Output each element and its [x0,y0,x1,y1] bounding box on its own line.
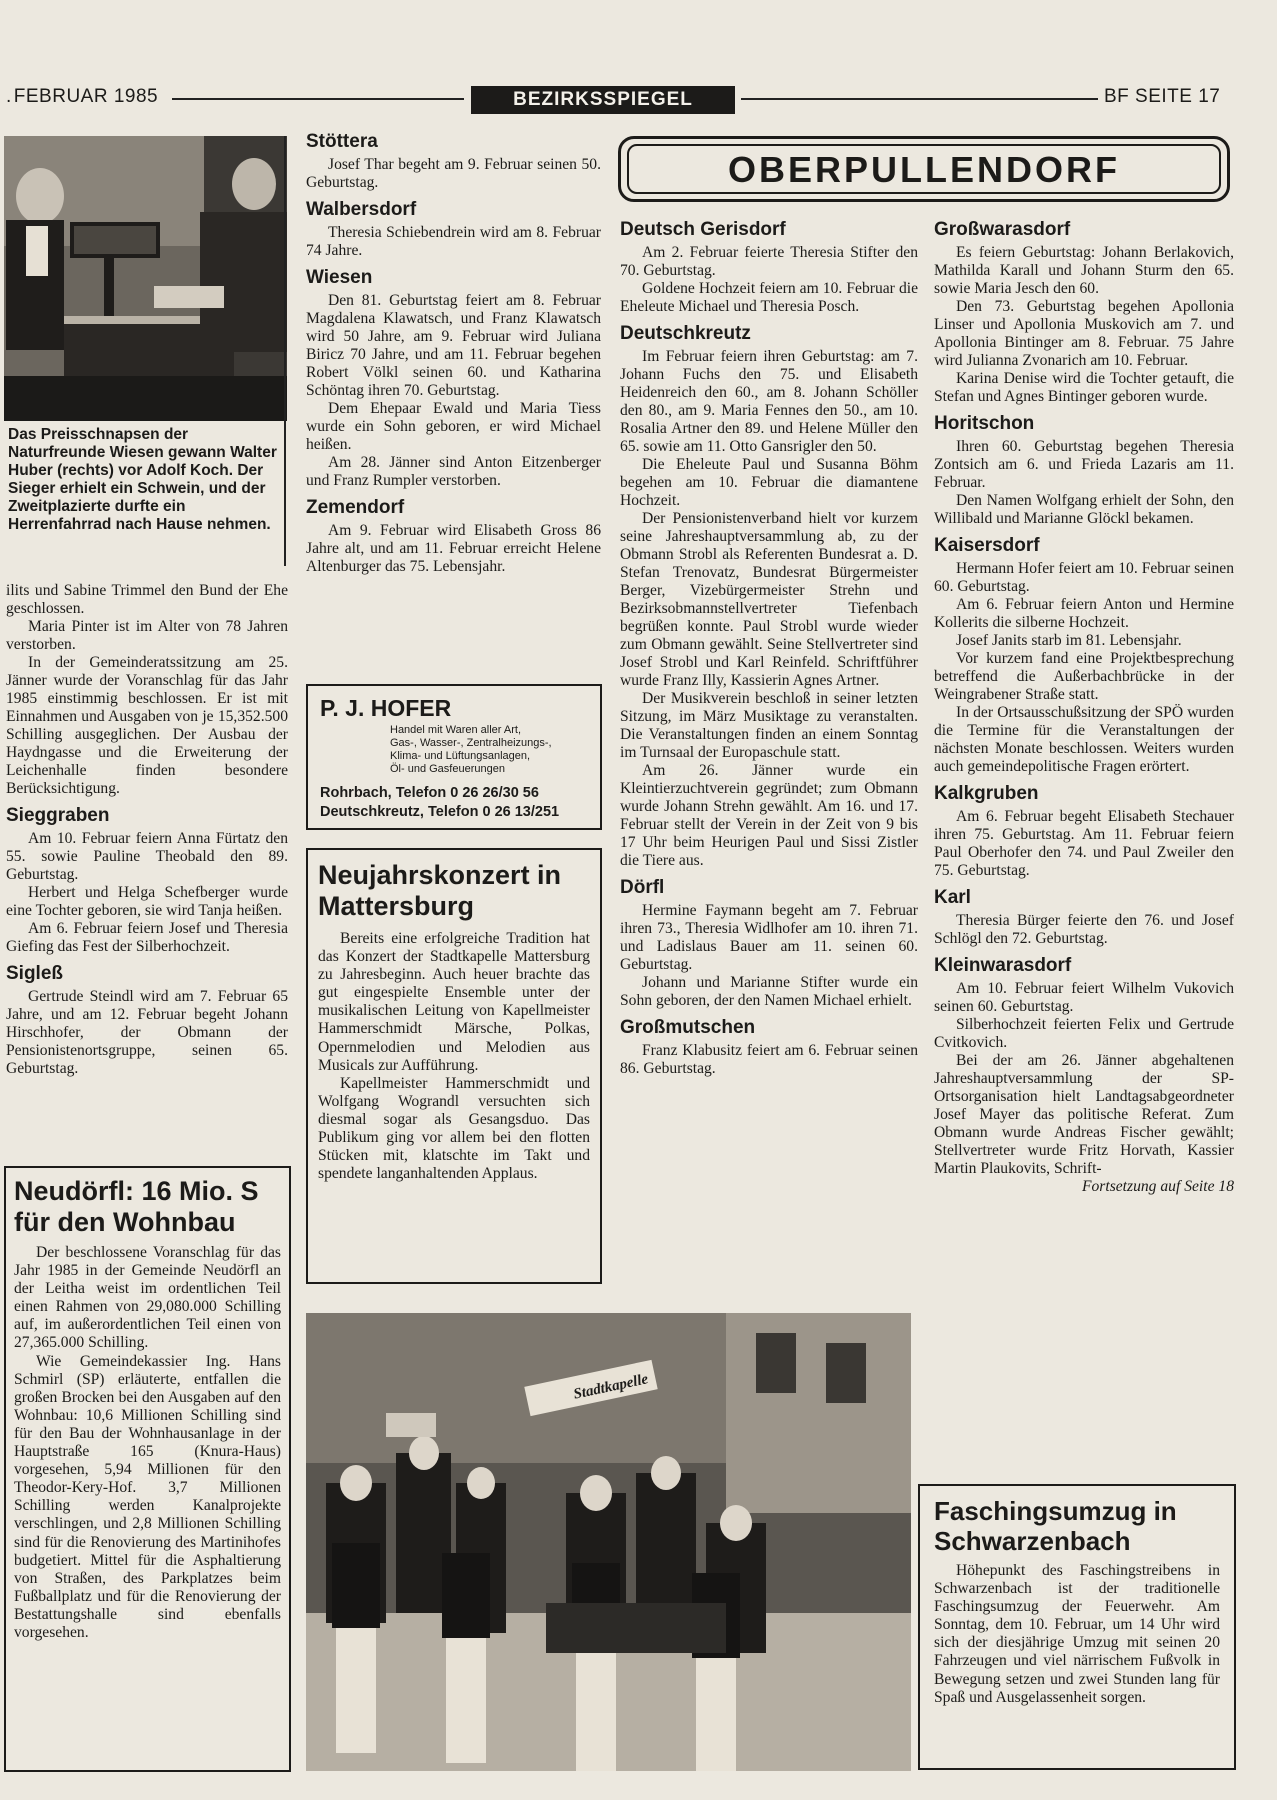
col4-p2: Den 73. Geburtstag begehen Apollonia Linser und Apollonia Muskovich am 7. und Apollonia Bintinger am 8. Februar. 75 Jahre wird Julianna Zvonarich am 10. Februar. [934,298,1234,369]
heading-kalkgruben: Kalkgruben [934,783,1039,804]
neujahr-text [318,930,590,1183]
column-1 [6,582,288,1078]
col4-p3: Karina Denise wird die Tochter getauft, die Stefan und Agnes Bintinger geboren wurde. [934,370,1234,405]
ad-line4: Öl- und Gasfeuerungen [390,763,505,775]
neujahr-p1: Bereits eine erfolgreiche Tradition hat das Konzert der Stadtkapelle Mattersburg zu Jahresbeginn. Auch heuer brachte das gut eingespielte Ensemble unter der musikalischen Leitung von Kapellmeister Hammerschmidt Märsche, Polkas, Opernmelodien und Melodien aus Musicals zur Aufführung. [318,930,590,1074]
col3-p10: Franz Klabusitz feiert am 6. Februar seinen 86. Geburtstag. [620,1042,918,1077]
region-banner-text: OBERPULLENDORF [627,144,1221,194]
neujahr-box [306,848,602,1284]
col2-p2: Theresia Schiebendrein wird am 8. Februar 74 Jahre. [306,224,601,259]
col3-p2: Goldene Hochzeit feiern am 10. Februar die Eheleute Michael und Theresia Posch. [620,280,918,315]
col4-p11: Am 6. Februar begeht Elisabeth Stechauer ihren 75. Geburtstag. Am 11. Februar feiern Paul Oberhofer den 74. und Paul Zweiler den 75. Geburtstag. [934,808,1234,879]
col1-p1: ilits und Sabine Trimmel den Bund der Ehe geschlossen. [6,582,288,617]
heading-deutschkreutz: Deutschkreutz [620,323,751,344]
heading-kaisersdorf: Kaisersdorf [934,535,1040,556]
col3-p5: Der Pensionistenverband hielt vor kurzem seine Jahreshauptversammlung ab, zu der Obmann Strobl als Referenten Bundesrat a. D. Stefan Trenovatz, Bundesrat Bürgermeister Berger, Vizebürgermeister Strehn und Bezirksobmannstellvertreter Tiefenbach begrüßen konnte. Paul Strobl wurde wieder zum Obmann gewählt. Seine Stellvertreter sind Josef Strobl und Karl Reinfeld. Schriftführer wurde Franz Illy, Kassierin Agnes Artner. [620,510,918,689]
ad-phone2: Deutschkreutz, Telefon 0 26 13/251 [320,804,560,820]
ad-description [390,724,588,776]
fasching-title: Faschingsumzug in Schwarzenbach [934,1496,1177,1556]
ad-line1: Handel mit Waren aller Art, [390,724,522,736]
col4-p8: Josef Janits starb im 81. Lebensjahr. [956,632,1182,649]
section-title: BEZIRKSSPIEGEL [471,86,735,114]
photo-preisschnapsen [4,136,287,421]
ad-line3: Klima- und Lüftungsanlagen, [390,750,531,762]
col1-p3: In der Gemeinderatssitzung am 25. Jänner wurde der Voranschlag für das Jahr 1985 einstimmig beschlossen. Er ist mit Einnahmen und Ausgaben von je 15,352.500 Schilling ausgeglichen. Der Ausbau der Haydngasse und die Erweiterung der Leichenhalle finden besondere Berücksichtigung. [6,654,288,797]
neudoerfl-box [4,1166,291,1772]
col4-p14: Silberhochzeit feierten Felix und Gertrude Cvitkovich. [934,1016,1234,1051]
header-rule-right [741,98,1098,100]
parade-banner-text: Stadtkapelle [572,1371,650,1403]
region-banner [618,136,1230,202]
ad-name: P. J. HOFER [320,695,452,721]
header-rule-left [172,98,464,100]
col1-p6: Am 6. Februar feiern Josef und Theresia Giefing das Fest der Silberhochzeit. [6,920,288,955]
heading-zemendorf: Zemendorf [306,497,405,518]
ad-phone1: Rohrbach, Telefon 0 26 26/30 56 [320,785,539,801]
photo1-caption: Das Preisschnapsen der Naturfreunde Wiesen gewann Walter Huber (rechts) vor Adolf Koch. Der Sieger erhielt ein Schwein, und der Zweitplazierte durfte ein Herrenfahrrad nach Hause nehmen. [8,426,277,533]
col2-p4: Dem Ehepaar Ewald und Maria Tiess wurde ein Sohn geboren, er wird Michael heißen. [306,400,601,453]
col4-p6: Hermann Hofer feiert am 10. Februar seinen 60. Geburtstag. [934,560,1234,595]
neujahr-p2: Kapellmeister Hammerschmidt und Wolfgang Wograndl versuchten sich diesmal sogar als Gesangsduo. Das Publikum ging vor allem bei den flotten Stücken mit, klatschte im Takt und spendete langanhaltenden Applaus. [318,1074,590,1183]
col1-p5: Herbert und Helga Schefberger wurde eine Tochter geboren, sie wird Tanja heißen. [6,884,288,919]
col3-p6: Der Musikverein beschloß in seiner letzten Sitzung, im März Musiktage zu veranstalten. Die Veranstaltungen finden an einem Sonntag im Turnsaal der Europaschule statt. [620,690,918,761]
heading-wiesen: Wiesen [306,267,373,288]
caption-rule [284,136,286,566]
col3-p8: Hermine Faymann begeht am 7. Februar ihren 73., Theresia Widlhofer am 10. ihren 71. und Ladislaus Bauer am 11. seinen 60. Geburtstag. [620,902,918,973]
header-page: BF SEITE 17 [1104,86,1221,107]
heading-grossmutschen: Großmutschen [620,1017,756,1038]
heading-doerfl: Dörfl [620,877,665,898]
fasching-box [918,1484,1236,1770]
heading-siegless: Sigleß [6,963,64,984]
heading-grosswarasdorf: Großwarasdorf [934,219,1071,240]
col4-p5: Den Namen Wolfgang erhielt der Sohn, den Willibald und Marianne Glöckl bekamen. [934,492,1234,527]
col1-p2: Maria Pinter ist im Alter von 78 Jahren verstorben. [6,618,288,653]
fasching-text [934,1562,1220,1707]
neudoerfl-p2: Wie Gemeindekassier Ing. Hans Schmirl (SP) erläuterte, entfallen die großen Brocken bei den Ausgaben auf den Wohnbau: 10,6 Millionen Schilling sind für den Bau der Wohnhausanlage in der Hauptstraße 165 (Knura-Haus) vorgesehen, 5,94 Millionen für den Theodor-Kery-Hof. 3,7 Millionen Schilling werden Kanalprojekte verschlingen, und 2,8 Millionen Schilling sind für die Renovierung des Martinihofes budgetiert. Mittel für die Asphaltierung von Straßen, des Parkplatzes beim Fußballplatz und für die Renovierung der Bestattungshalle sind ebenfalls vorgesehen. [14,1352,281,1641]
continuation-note: Fortsetzung auf Seite 18 [1081,1178,1234,1195]
column-3 [620,218,918,1078]
photo-parade [306,1313,911,1771]
column-4 [934,218,1234,1196]
col4-p15: Bei der am 26. Jänner abgehaltenen Jahreshauptversammlung der SP-Ortsorganisation hielt Landtagsabgeordneter Josef Mayer das politische Referat. Zum Obmann wurde Andreas Fischer gewählt; Stellvertreter wurde Fritz Horvath, Kassier Martin Plaukovits, Schrift- [934,1052,1234,1177]
col4-p13: Am 10. Februar feiert Wilhelm Vukovich seinen 60. Geburtstag. [934,980,1234,1015]
neujahr-title: Neujahrskonzert in Mattersburg [318,860,562,921]
col3-p3: Im Februar feiern ihren Geburtstag: am 7. Johann Fuchs den 75. und Elisabeth Heidenreich den 60., am 8. Johann Schöller den 80., am 9. Maria Fennes den 50., am 10. Rosalia Artner den 89. und Helene Müller den 65. sowie am 11. Otto Gansrigler den 50. [620,348,918,455]
neudoerfl-p1: Der beschlossene Voranschlag für das Jahr 1985 in der Gemeinde Neudörfl an der Leitha weist im ordentlichen Teil einen Rahmen von 29,080.000 Schilling auf, im außerordentlichen Teil einen von 27,365.000 Schilling. [14,1244,281,1352]
col4-p7: Am 6. Februar feiern Anton und Hermine Kollerits die silberne Hochzeit. [934,596,1234,631]
column-2 [306,130,601,576]
header-date: . FEBRUAR 1985 [6,86,159,107]
col3-p7: Am 26. Jänner wurde ein Kleintierzuchtverein gegründet; zum Obmann wurde Johann Strehn gewählt. Am 16. und 17. Februar stellt der Verein in der Zeit von 9 bis 17 Uhr beim Heurigen Paul und Sissi Zistler die Tiere aus. [620,762,918,869]
neudoerfl-title: Neudörfl: 16 Mio. S für den Wohnbau [14,1176,259,1237]
heading-deutsch-gerisdorf: Deutsch Gerisdorf [620,219,786,240]
col2-p6: Am 9. Februar wird Elisabeth Gross 86 Jahre alt, und am 11. Februar erreicht Helene Altenburger das 75. Lebensjahr. [306,522,601,575]
heading-sieggraben: Sieggraben [6,805,110,826]
col4-p12: Theresia Bürger feierte den 76. und Josef Schlögl den 72. Geburtstag. [934,912,1234,947]
col3-p4: Die Eheleute Paul und Susanna Böhm begehen am 10. Februar die diamantene Hochzeit. [620,456,918,509]
fasching-p1: Höhepunkt des Faschingstreibens in Schwarzenbach ist der traditionelle Faschingsumzug der Feuerwehr. Am Sonntag, dem 10. Februar, um 14 Uhr wird sich der diesjährige Umzug mit seinen 20 Fahrzeugen und viel närrischem Fußvolk in Bewegung setzen und zwei Stunden lang für Spaß und Ausgelassenheit sorgen. [934,1562,1220,1706]
heading-kleinwarasdorf: Kleinwarasdorf [934,955,1072,976]
col4-p10: In der Ortsausschußsitzung der SPÖ wurden die Termine für die Veranstaltungen der nächsten Monate beschlossen. Weiters wurden auch gemeindepolitische Fragen erörtert. [934,704,1234,775]
col4-p4: Ihren 60. Geburtstag begehen Theresia Zontsich am 6. und Frieda Lazaris am 11. Februar. [934,438,1234,491]
neudoerfl-text [14,1244,281,1642]
col1-p7: Gertrude Steindl wird am 7. Februar 65 Jahre, und am 12. Februar begeht Johann Hirschhofer, der Obmann der Pensionistenortsgruppe, seinen 65. Geburtstag. [6,988,288,1077]
heading-walbersdorf: Walbersdorf [306,199,417,220]
col3-p1: Am 2. Februar feierte Theresia Stifter den 70. Geburtstag. [620,244,918,279]
heading-horitschon: Horitschon [934,413,1035,434]
col3-p9: Johann und Marianne Stifter wurde ein Sohn geboren, der den Namen Michael erhielt. [620,974,918,1009]
col1-p4: Am 10. Februar feiern Anna Fürtatz den 55. sowie Pauline Theobald den 89. Geburtstag. [6,830,288,883]
col2-p5: Am 28. Jänner sind Anton Eitzenberger und Franz Rumpler verstorben. [306,454,601,489]
col2-p1: Josef Thar begeht am 9. Februar seinen 50. Geburtstag. [306,156,601,191]
ad-phones [320,784,588,822]
col4-p9: Vor kurzem fand eine Projektbesprechung betreffend die Außerbachbrücke in der Weingrabener Straße statt. [934,650,1234,703]
col2-p3: Den 81. Geburtstag feiert am 8. Februar Magdalena Klawatsch, und Franz Klawatsch wird 50 Jahre, am 9. Februar wird Juliana Biricz 70 Jahre, und am 11. Februar begehen Robert Völkl seinen 60. und Katharina Schöntag ihren 70. Geburtstag. [306,292,601,399]
ad-hofer [306,684,602,830]
heading-karl: Karl [934,887,971,908]
ad-line2: Gas-, Wasser-, Zentralheizungs-, [390,737,552,749]
heading-stoettera: Stöttera [306,131,378,152]
col4-p1: Es feiern Geburtstag: Johann Berlakovich, Mathilda Karall und Johann Sturm den 65. sowie Maria Jesch den 60. [934,244,1234,297]
